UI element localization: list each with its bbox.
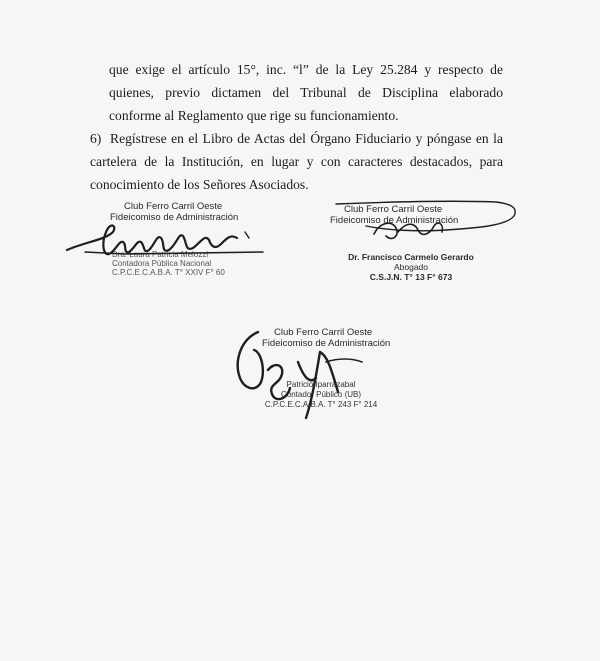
stamp-org: Club Ferro Carril Oeste bbox=[124, 201, 223, 212]
item-6-paragraph bbox=[90, 127, 503, 196]
signature-left bbox=[65, 212, 265, 272]
continuation-paragraph bbox=[109, 58, 503, 127]
text-line: Regístrese en el Libro de Actas del Órgano Fiduciario y póngase en la bbox=[110, 131, 503, 146]
stamp-right-footer bbox=[336, 252, 486, 282]
signer-name: Patricio Iparrázabal bbox=[286, 380, 356, 389]
stamp-body: Fideicomiso de Administración bbox=[262, 338, 391, 349]
signer-registry: C.P.C.E.C.A.B.A. T° XXIV F° 60 bbox=[112, 268, 225, 277]
item-number: 6) bbox=[90, 131, 102, 146]
stamp-org: Club Ferro Carril Oeste bbox=[274, 327, 373, 338]
text-line: conforme al Reglamento que rige su funcionamiento. bbox=[109, 108, 399, 123]
stamp-body: Fideicomiso de Administración bbox=[330, 215, 459, 226]
text-line: cartelera de la Institución, en lugar y con caracteres destacados, para bbox=[90, 154, 503, 169]
signer-title: Contadora Pública Nacional bbox=[112, 259, 212, 268]
stamp-body: Fideicomiso de Administración bbox=[110, 212, 239, 223]
signer-name: Dra. Laura Patricia Melozzi bbox=[112, 250, 209, 259]
signature-right bbox=[326, 198, 526, 248]
signer-registry: C.S.J.N. T° 13 F° 673 bbox=[369, 272, 453, 282]
signer-name: Dr. Francisco Carmelo Gerardo bbox=[348, 252, 474, 262]
signature-center bbox=[228, 322, 378, 432]
signer-title: Abogado bbox=[393, 262, 429, 272]
text-line: que exige el artículo 15°, inc. “l” de la Ley 25.284 y respecto de bbox=[109, 62, 503, 77]
stamp-org: Club Ferro Carril Oeste bbox=[344, 204, 443, 215]
text-line: conocimiento de los Señores Asociados. bbox=[90, 177, 309, 192]
signer-title: Contador Público (UB) bbox=[280, 390, 362, 399]
text-line: quienes, previo dictamen del Tribunal de Disciplina elaborado bbox=[109, 85, 503, 100]
signer-registry: C.P.C.E.C.A.B.A. T° 243 F° 214 bbox=[264, 400, 378, 409]
